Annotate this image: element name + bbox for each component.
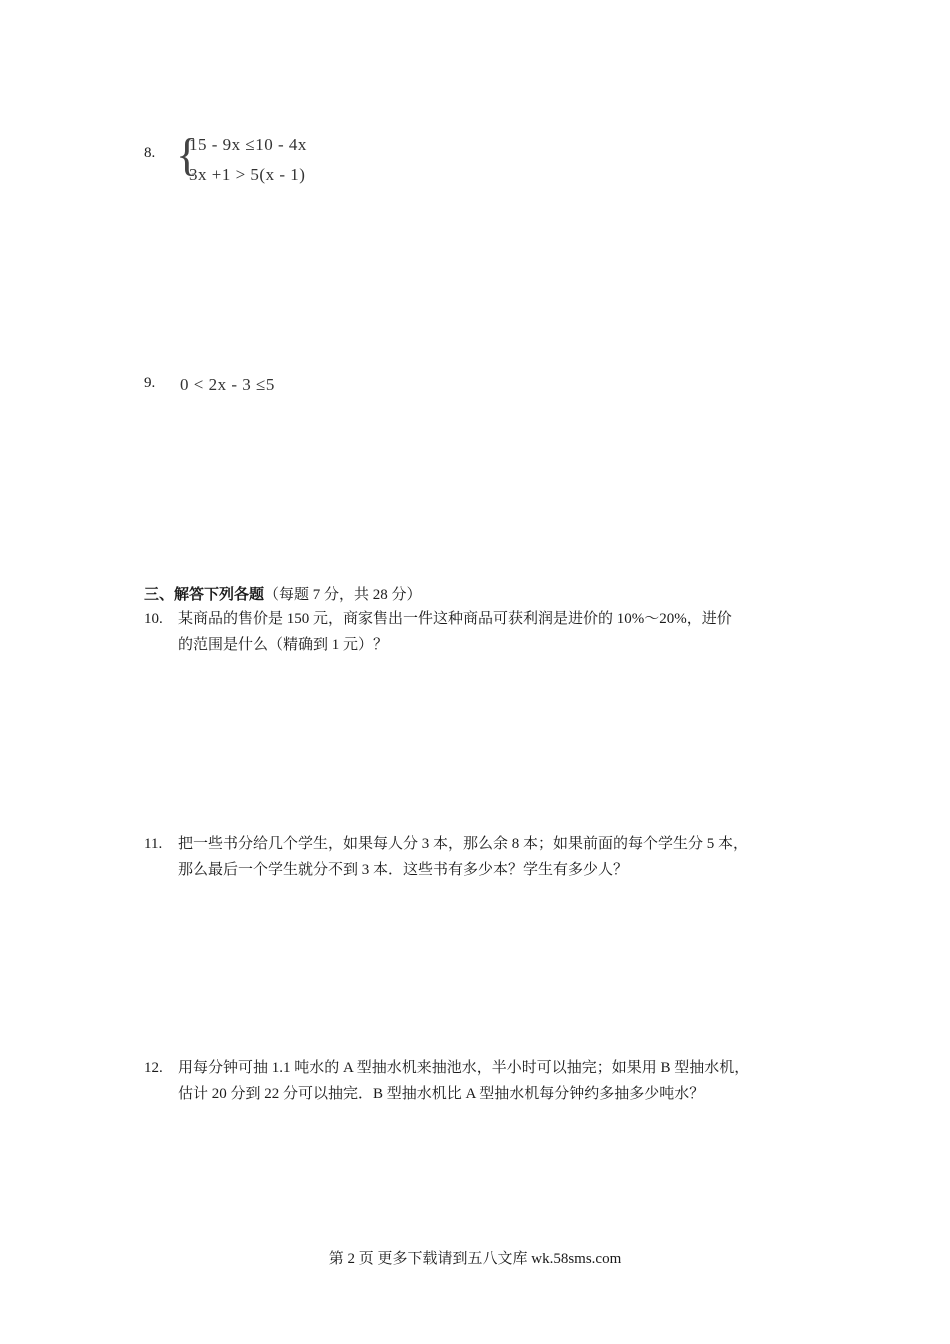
section-3-title: 三、解答下列各题 bbox=[144, 587, 265, 603]
question-11-number: 11. bbox=[144, 836, 163, 852]
question-11-text-line-1: 把一些书分给几个学生，如果每人分 3 本，那么余 8 本；如果前面的每个学生分 5 本， bbox=[178, 836, 749, 852]
question-10-number: 10. bbox=[144, 611, 163, 627]
question-10-text-line-1: 某商品的售价是 150 元，商家售出一件这种商品可获利润是进价的 10%～20%，进价 bbox=[178, 611, 732, 627]
question-12-number: 12. bbox=[144, 1060, 163, 1076]
system-brace: { bbox=[176, 129, 199, 180]
question-12-text-line-1: 用每分钟可抽 1.1 吨水的 A 型抽水机来抽池水，半小时可以抽完；如果用 B 型抽水机， bbox=[178, 1060, 750, 1076]
page-footer: 第 2 页 更多下载请到五八文库 wk.58sms.com bbox=[328, 1251, 622, 1267]
question-12-text-line-2: 估计 20 分到 22 分可以抽完．B 型抽水机比 A 型抽水机每分钟约多抽多少吨水？ bbox=[178, 1086, 705, 1102]
question-9-number: 9. bbox=[144, 375, 156, 391]
question-8-inequality-2: 3x +1 > 5(x - 1) bbox=[189, 165, 306, 184]
question-11-text-line-2: 那么最后一个学生就分不到 3 本．这些书有多少本？学生有多少人？ bbox=[178, 862, 629, 878]
question-9-inequality: 0 < 2x - 3 ≤5 bbox=[180, 375, 275, 394]
question-10-text-line-2: 的范围是什么（精确到 1 元）？ bbox=[178, 637, 389, 653]
section-3-heading bbox=[144, 583, 422, 604]
question-8-number: 8. bbox=[144, 145, 156, 161]
section-3-note: （每题 7 分，共 28 分） bbox=[264, 587, 422, 603]
question-8-inequality-1: 15 - 9x ≤10 - 4x bbox=[189, 135, 307, 154]
